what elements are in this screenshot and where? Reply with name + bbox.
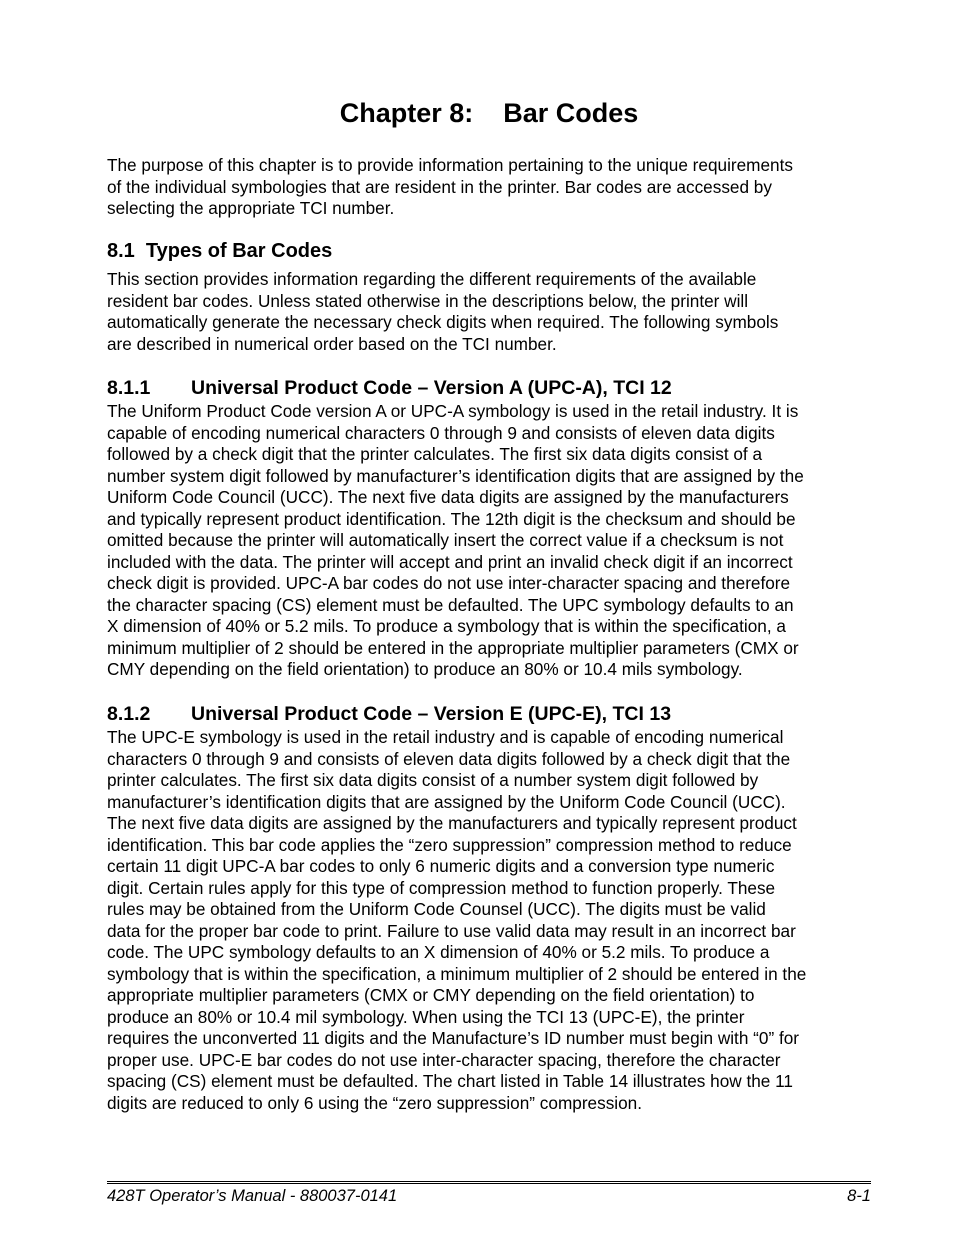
section-heading-8-1: 8.1 Types of Bar Codes (107, 240, 333, 262)
chapter-title: Chapter 8: Bar Codes (339, 98, 639, 128)
intro-paragraph: The purpose of this chapter is to provide information pertaining to the unique requirements of the individual symbologies that are resident in the printer. Bar codes are accessed by selecting the appropriate TCI number. (107, 155, 793, 218)
manual-page (107, 0, 871, 1235)
section-8-1-2-paragraph: The UPC-E symbology is used in the retail industry and is capable of encoding numerical characters 0 through 9 and consists of eleven data digits followed by a check digit that the printer calculates. The first six data digits consist of a number system digit followed by manufacturer’s identification digits that are assigned by the Uniform Code Council (UCC). The next five data digits are assigned by the manufacturers and typically represent product identification. This bar code applies the “zero suppression” compression method to reduce certain 11 digit UPC-A bar codes to only 6 numeric digits and a conversion type numeric digit. Certain rules apply for this type of compression method to function properly. These rules may be obtained from the Uniform Code Counsel (UCC). The digits must be valid data for the proper bar code to print. Failure to use valid data may result in an incorrect bar code. The UPC symbology defaults to an X dimension of 40% or 5.2 mils. To produce a symbology that is within the specification, a minimum multiplier of 2 should be entered in the appropriate multiplier parameters (CMX or CMY depending on the field orientation) to produce an 80% or 10.4 mil symbology. When using the TCI 13 (UPC-E), the printer requires the unconverted 11 digits and the Manufacture’s ID number must begin with “0” for proper use. UPC-E bar codes do not use inter-character spacing, therefore the character spacing (CS) element must be defaulted. The chart listed in Table 14 illustrates how the 11 digits are reduced to only 6 using the “zero suppression” compression. (107, 727, 807, 1113)
section-number: 8.1.2 (107, 703, 151, 725)
section-heading-8-1-2 (107, 702, 671, 726)
footer-page-number: 8-1 (847, 1187, 871, 1205)
section-8-1-paragraph: This section provides information regarding the different requirements of the available resident bar codes. Unless stated otherwise in the descriptions below, the printer will automatically generate the necessary check digits when required. The following symbols are described in numerical order based on the TCI number. (107, 269, 779, 354)
footer-divider (107, 1181, 871, 1184)
section-title: Universal Product Code – Version A (UPC-A), TCI 12 (191, 377, 672, 399)
section-number: 8.1.1 (107, 377, 151, 399)
section-8-1-1-paragraph: The Uniform Product Code version A or UPC-A symbology is used in the retail industry. It is capable of encoding numerical characters 0 through 9 and consists of eleven data digits followed by a check digit that the printer calculates. The first six data digits consist of a number system digit followed by manufacturer’s identification digits that are assigned by the Uniform Code Council (UCC). The next five data digits are assigned by the manufacturers and typically represent product identification. The 12th digit is the checksum and should be omitted because the printer will automatically insert the correct value if a checksum is not included with the data. The printer will accept and print an invalid check digit if an incorrect check digit is provided. UPC-A bar codes do not use inter-character spacing and therefore the character spacing (CS) element must be defaulted. The UPC symbology defaults to an X dimension of 40% or 5.2 mils. To produce a symbology that is within the specification, a minimum multiplier of 2 should be entered in the appropriate multiplier parameters (CMX or CMY depending on the field orientation) to produce an 80% or 10.4 mils symbology. (107, 401, 804, 679)
footer-manual-title: 428T Operator’s Manual - 880037-0141 (107, 1187, 398, 1205)
section-title: Universal Product Code – Version E (UPC-E), TCI 13 (191, 703, 672, 725)
section-heading-8-1-1 (107, 376, 672, 400)
